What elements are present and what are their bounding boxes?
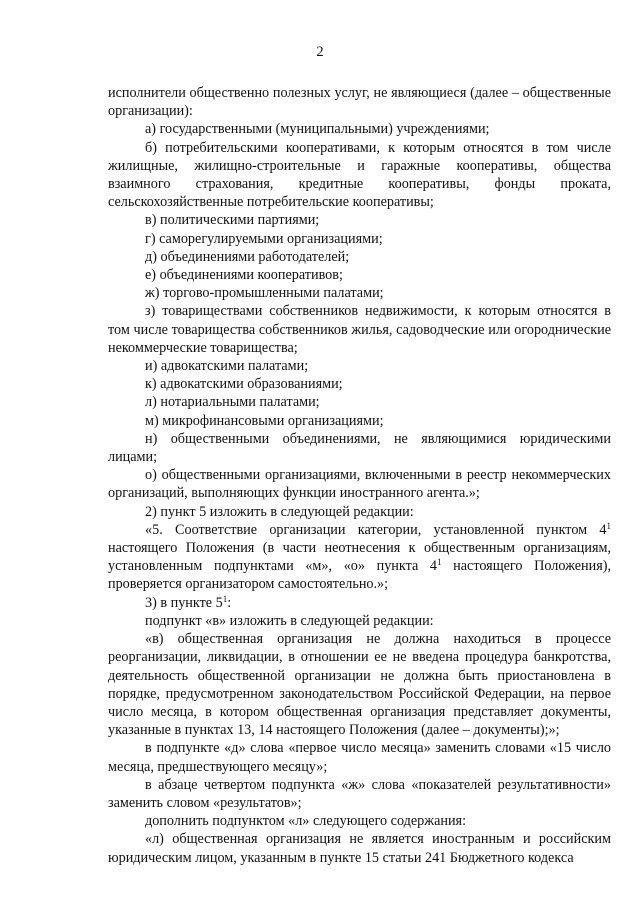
page-number: 2 (316, 44, 324, 60)
paragraph: в) политическими партиями; (145, 212, 320, 229)
paragraph: б) потребительскими кооперативами, к которым относятся в том числе жилищные, жилищно-строительные и гаражные кооперативы, общества взаимного страхования, кредитные кооперативы, фонды проката, сельскохозяйственные потребительские кооперативы; (108, 139, 611, 211)
paragraph: н) общественными объединениями, не являющимися юридическими лицами; (108, 430, 611, 466)
paragraph-text: настоящего Положения), проверяется организатором самостоятельно.»; (108, 558, 611, 593)
paragraph: д) объединениями работодателей; (145, 248, 350, 265)
paragraph: е) объединениями кооперативов; (145, 267, 343, 284)
paragraph: и) адвокатскими палатами; (145, 358, 309, 375)
paragraph: л) нотариальными палатами; (145, 394, 320, 411)
paragraph: исполнители общественно полезных услуг, не являющиеся (далее – общественные организации): (108, 85, 611, 120)
document-body (108, 84, 611, 867)
superscript: 1 (606, 520, 611, 531)
superscript: 1 (437, 557, 442, 568)
paragraph: дополнить подпунктом «л» следующего содержания: (145, 813, 467, 830)
paragraph: к) адвокатскими образованиями; (145, 376, 343, 393)
paragraph: а) государственными (муниципальными) учреждениями; (145, 121, 490, 138)
paragraph: «в) общественная организация не должна находиться в процессе реорганизации, ликвидации, в отношении ее не введена процедура банкротства, деятельность общественной организации не должна быть приостановлена в порядке, предусмотренном законодательством Российской Федерации, на первое число месяца, в котором общественная организация представляет документы, указанные в пунктах 13, 14 настоящего Положения (далее – документы);»; (108, 631, 611, 739)
paragraph-text: «5. Соответствие организации категории, установленной пунктом 4 (145, 521, 607, 538)
paragraph: ж) торгово-промышленными палатами; (145, 285, 384, 302)
paragraph: 2) пункт 5 изложить в следующей редакции: (145, 503, 414, 520)
paragraph: «л) общественная организация не является иностранным и российским юридическим лицом, указанным в пункте 15 статьи 241 Бюджетного кодекса (108, 831, 611, 866)
paragraph: м) микрофинансовыми организациями; (145, 412, 384, 429)
paragraph (108, 521, 611, 594)
paragraph: з) товариществами собственников недвижимости, к которым относятся в том числе товарищества собственников жилья, садоводческие или огороднические некоммерческие товарищества; (108, 303, 611, 356)
paragraph (108, 594, 611, 612)
paragraph: г) саморегулируемыми организациями; (145, 230, 383, 247)
paragraph-text: : (227, 594, 232, 611)
paragraph: подпункт «в» изложить в следующей редакции: (145, 612, 434, 629)
paragraph-text: настоящего Положения (в части неотнесения к общественным организациям, установленным подпунктами «м», «о» пункта 4 (108, 540, 611, 575)
paragraph: о) общественными организациями, включенными в реестр некоммерческих организаций, выполняющих функции иностранного агента.»; (108, 467, 611, 502)
superscript: 1 (222, 593, 228, 604)
paragraph-text: 3) в пункте 5 (145, 594, 223, 611)
paragraph: в подпункте «д» слова «первое число месяца» заменить словами «15 число месяца, предшествующего месяцу»; (108, 740, 611, 775)
paragraph: в абзаце четвертом подпункта «ж» слова «показателей результативности» заменить словом «результатов»; (108, 776, 611, 811)
